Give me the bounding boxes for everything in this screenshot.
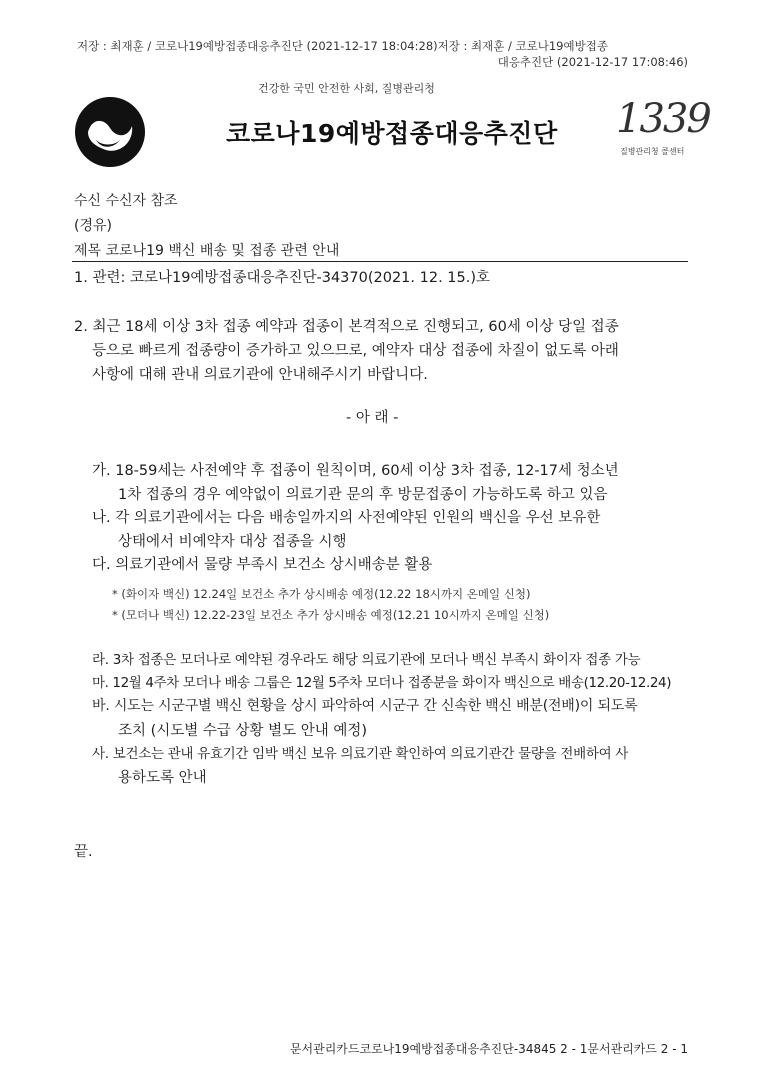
- list-item-ma: 마. 12월 4주차 모더나 배송 그룹은 12월 5주차 모더나 접종분을 화이자 백신으로 배송(12.20-12.24): [92, 675, 672, 691]
- list-item-ba-line-2: 조치 (시도별 수급 상황 별도 안내 예정): [118, 723, 368, 739]
- note-moderna: * (모더나 백신) 12.22-23일 보건소 추가 상시배송 예정(12.21 10시까지 온메일 신청): [112, 608, 550, 622]
- item-2-line-1: 2. 최근 18세 이상 3차 접종 예약과 접종이 본격적으로 진행되고, 60세 이상 당일 접종: [74, 319, 619, 335]
- list-item-ga-line-1: 가. 18-59세는 사전예약 후 접종이 원칙이며, 60세 이상 3차 접종, 12-17세 청소년: [92, 463, 619, 479]
- item-2-line-2: 등으로 빠르게 접종량이 증가하고 있으므로, 예약자 대상 접종에 차질이 없도록 아래: [92, 343, 619, 359]
- subject-divider: [72, 261, 688, 262]
- org-title: 코로나19예방접종대응추진단: [226, 119, 558, 148]
- recipient-line: 수신 수신자 참조: [74, 193, 178, 209]
- item-1: 1. 관련: 코로나19예방접종대응추진단-34370(2021. 12. 15.)호: [74, 270, 491, 286]
- list-item-ra: 라. 3차 접종은 모더나로 예약된 경우라도 해당 의료기관에 모더나 백신 부족시 화이자 접종 가능: [92, 652, 641, 668]
- via-line: (경유): [74, 218, 112, 234]
- save-info-line-2: 대응추진단 (2021-12-17 17:08:46): [497, 55, 688, 69]
- item-2-line-3: 사항에 대해 관내 의료기관에 안내해주시기 바랍니다.: [92, 367, 428, 383]
- footer-doc-card: 문서관리카드코로나19예방접종대응추진단-34845 2 - 1문서관리카드 2 - 1: [289, 1042, 688, 1056]
- slogan: 건강한 국민 안전한 사회, 질병관리청: [258, 82, 435, 95]
- government-emblem-icon: [74, 96, 146, 168]
- subject-line: 제목 코로나19 백신 배송 및 접종 관련 안내: [74, 243, 340, 259]
- list-item-ga-line-2: 1차 접종의 경우 예약없이 의료기관 문의 후 방문접종이 가능하도록 하고 있음: [118, 487, 608, 503]
- end-mark: 끝.: [74, 844, 93, 860]
- save-info-line-1: 저장 : 최재훈 / 코로나19예방접종대응추진단 (2021-12-17 18:04:28)저장 : 최재훈 / 코로나19예방접종: [77, 39, 608, 53]
- list-item-sa-line-2: 용하도록 안내: [118, 770, 207, 786]
- below-heading: - 아 래 -: [346, 410, 399, 426]
- call-center-logo-caption: 질병관리청 콜센터: [620, 147, 685, 156]
- list-item-na-line-1: 나. 각 의료기관에서는 다음 배송일까지의 사전예약된 인원의 백신을 우선 보유한: [92, 510, 601, 526]
- call-center-logo-number: 1339: [616, 96, 710, 142]
- list-item-sa-line-1: 사. 보건소는 관내 유효기간 임박 백신 보유 의료기관 확인하여 의료기관간 물량을 전배하여 사: [92, 746, 629, 762]
- list-item-ba-line-1: 바. 시도는 시군구별 백신 현황을 상시 파악하여 시군구 간 신속한 백신 배분(전배)이 되도록: [92, 698, 638, 714]
- list-item-da: 다. 의료기관에서 물량 부족시 보건소 상시배송분 활용: [92, 557, 433, 573]
- list-item-na-line-2: 상태에서 비예약자 대상 접종을 시행: [118, 534, 347, 550]
- note-pfizer: * (화이자 백신) 12.24일 보건소 추가 상시배송 예정(12.22 18시까지 온메일 신청): [112, 587, 531, 601]
